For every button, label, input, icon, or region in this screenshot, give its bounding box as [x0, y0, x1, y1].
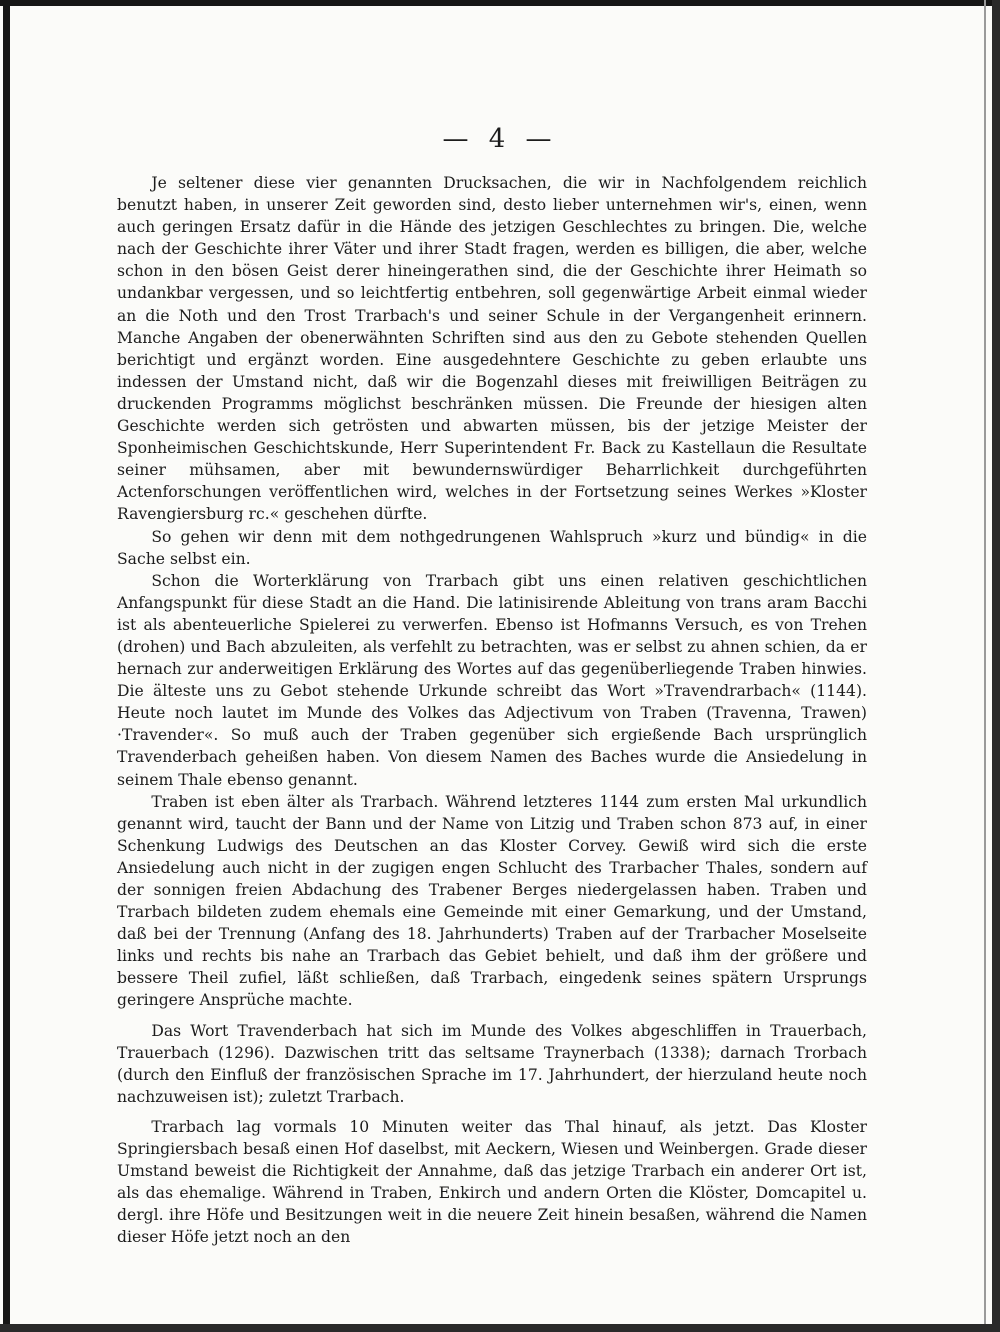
- paragraph-4: Traben ist eben älter als Trarbach. Während letzteres 1144 zum ersten Mal urkundlich genannt wird, taucht der Bann und der Name von Litzig und Traben schon 873 auf, in einer Schenkung Ludwigs des Deutschen an das Kloster Corvey. Gewiß wird sich die erste Ansiedelung auch nicht in der zugigen engen Schlucht des Trarbacher Thales, sondern auf der sonnigen freien Abdachung des Trabener Berges niedergelassen haben. Traben und Trarbach bildeten zudem ehemals eine Gemeinde mit einer Gemarkung, und der Umstand, daß bei der Trennung (Anfang des 18. Jahrhunderts) Traben auf der Trarbacher Moselseite links und rechts bis nahe an Trarbach das Gebiet behielt, und daß ihm der größere und bessere Theil zufiel, läßt schließen, daß Trarbach, eingedenk seines spätern Ursprungs geringere Ansprüche machte.: [117, 792, 867, 1010]
- page-number: — 4 —: [442, 124, 558, 154]
- paragraph-1: Je seltener diese vier genannten Drucksachen, die wir in Nachfolgendem reichlich benutzt haben, in unserer Zeit geworden sind, desto lieber unternehmen wir's, einen, wenn auch geringen Ersatz dafür in die Hände des jetzigen Geschlechtes zu bringen. Die, welche nach der Geschichte ihrer Väter und ihrer Stadt fragen, werden es billigen, die aber, welche schon in den bösen Geist derer hineingerathen sind, die der Geschichte ihrer Heimath so undankbar vergessen, und so leichtfertig entbehren, soll gegenwärtige Arbeit einmal wieder an die Noth und den Trost Trarbach's und seiner Schule in der Vergangenheit erinnern. Manche Angaben der obenerwähnten Schriften sind aus den zu Gebote stehenden Quellen berichtigt und ergänzt worden. Eine ausgedehntere Geschichte zu geben erlaubte uns indessen der Umstand nicht, daß wir die Bogenzahl dieses mit freiwilligen Beiträgen zu druckenden Programms möglichst beschränken müssen. Die Freunde der hiesigen alten Geschichte werden sich getrösten und abwarten müssen, bis der jetzige Meister der Sponheimischen Geschichtskunde, Herr Superintendent Fr. Back zu Kastellaun die Resultate seiner mühsamen, aber mit bewundernswürdiger Beharrlichkeit durchgeführten Actenforschungen veröffentlichen wird, welches in der Fortsetzung seines Werkes »Kloster Ravengiersburg rc.« geschehen dürfte.: [117, 174, 867, 524]
- scan-border-top: [0, 0, 1000, 6]
- scan-border-right: [992, 0, 1000, 1332]
- scan-border-right-inner: [984, 0, 986, 1332]
- paragraph-6: Trarbach lag vormals 10 Minuten weiter das Thal hinauf, als jetzt. Das Kloster Springiersbach besaß einen Hof daselbst, mit Aeckern, Wiesen und Weinbergen. Grade dieser Umstand beweist die Richtigkeit der Annahme, daß das jetzige Trarbach ein anderer Ort ist, als das ehemalige. Während in Traben, Enkirch und andern Orten die Klöster, Domcapitel u. dergl. ihre Höfe und Besitzungen weit in die neuere Zeit hinein besaßen, während die Namen dieser Höfe jetzt noch an den: [117, 1117, 867, 1247]
- paragraph-3: Schon die Worterklärung von Trarbach gibt uns einen relativen geschichtlichen Anfangspunkt für diese Stadt an die Hand. Die latinisirende Ableitung von trans aram Bacchi ist als abenteuerliche Spielerei zu verwerfen. Ebenso ist Hofmanns Versuch, es von Trehen (drohen) und Bach abzuleiten, als verfehlt zu betrachten, was er selbst zu ahnen schien, da er hernach zur anderweitigen Erklärung des Wortes auf das gegenüberliegende Traben hinwies. Die älteste uns zu Gebot stehende Urkunde schreibt das Wort »Travendrarbach« (1144). Heute noch lautet im Munde des Volkes das Adjectivum von Traben (Travenna, Trawen) ·Travender«. So muß auch der Traben gegenüber sich ergießende Bach ursprünglich Travenderbach geheißen haben. Von diesem Namen des Baches wurde die Ansiedelung in seinem Thale ebenso genannt.: [117, 571, 867, 789]
- scan-border-left: [3, 0, 10, 1332]
- paragraph-5: Das Wort Travenderbach hat sich im Munde des Volkes abgeschliffen in Trauerbach, Trauerbach (1296). Dazwischen tritt das seltsame Traynerbach (1338); darnach Trorbach (durch den Einfluß der französischen Sprache im 17. Jahrhundert, der hierzuland heute noch nachzuweisen ist); zuletzt Trarbach.: [117, 1021, 867, 1106]
- body-text: [117, 172, 867, 1249]
- paragraph-2: So gehen wir denn mit dem nothgedrungenen Wahlspruch »kurz und bündig« in die Sache selbst ein.: [117, 527, 867, 568]
- scan-border-bottom: [0, 1324, 1000, 1332]
